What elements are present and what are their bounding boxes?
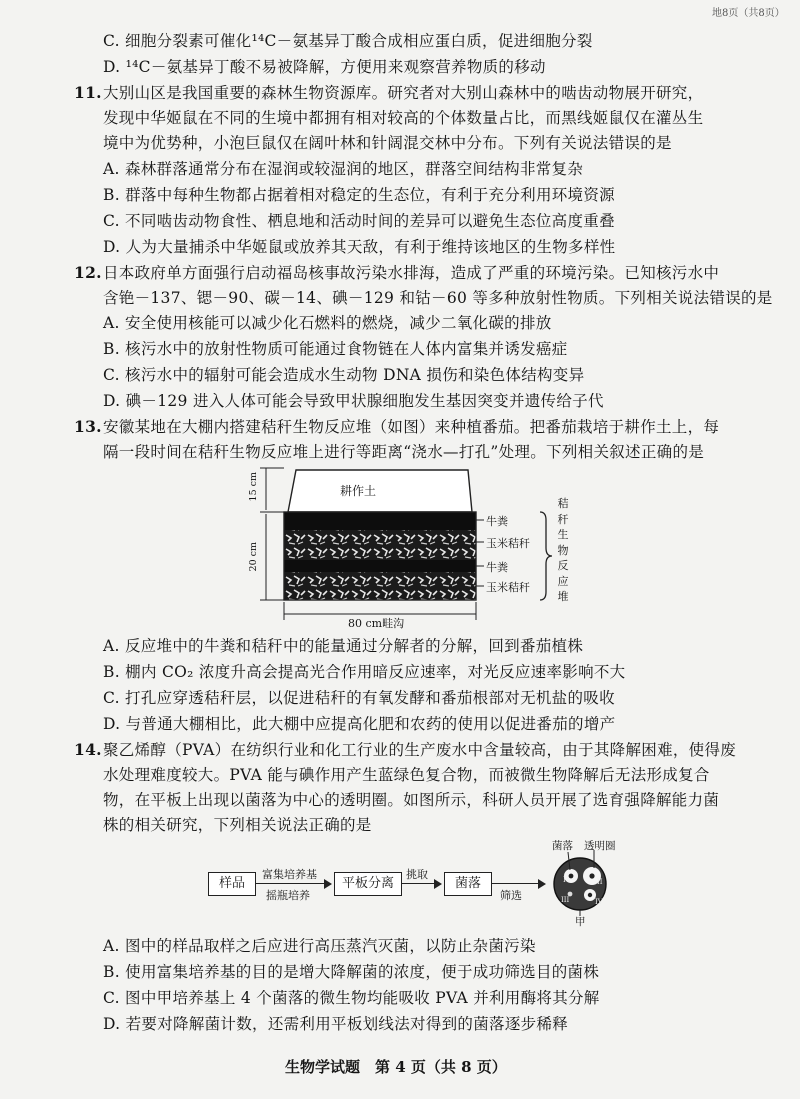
- q14-stem-line3: 物，在平板上出现以菌落为中心的透明圈。如图所示，科研人员开展了选育强降解能力菌: [103, 791, 720, 809]
- q14-stem-line4: 株的相关研究，下列相关说法正确的是: [103, 816, 372, 834]
- colony-callout-label: 菌落: [552, 840, 573, 852]
- layer-manure-2: 牛粪: [486, 561, 508, 574]
- q14-number: 14.: [74, 740, 102, 759]
- mark-3: III: [561, 896, 570, 904]
- arrowhead-enrich: [324, 879, 332, 889]
- q14-option-a: A. 图中的样品取样之后应进行高压蒸汽灭菌，以防止杂菌污染: [103, 937, 536, 955]
- mark-2: II: [597, 878, 603, 886]
- brace-char: 生: [557, 528, 569, 541]
- bioreactor-figure: [240, 462, 580, 632]
- q10-option-d: D. ¹⁴C－氨基异丁酸不易被降解，方便用来观察营养物质的移动: [103, 58, 546, 76]
- layer-straw-1: 玉米秸秆: [486, 537, 530, 550]
- q13-option-a: A. 反应堆中的牛粪和秸秆中的能量通过分解者的分解，回到番茄植株: [103, 637, 584, 655]
- halo-callout-label: 透明圈: [584, 840, 616, 852]
- q13-stem-line2: 隔一段时间在秸秆生物反应堆上进行等距离“浇水—打孔”处理。下列相关叙述正确的是: [103, 443, 705, 461]
- layer-straw-2: 玉米秸秆: [486, 581, 530, 594]
- enrich-medium-label: 富集培养基: [262, 868, 317, 881]
- q13-option-d: D. 与普通大棚相比，此大棚中应提高化肥和农药的使用以促进番茄的增产: [103, 715, 616, 733]
- shake-culture-label: 摇瓶培养: [266, 889, 310, 902]
- plate-isolation-box: 平板分离: [334, 872, 402, 896]
- brace-char: 秆: [557, 512, 569, 526]
- q12-stem-line2: 含铯－137、锶－90、碳－14、碘－129 和钴－60 等多种放射性物质。下列相关说法错误的是: [103, 289, 773, 307]
- q14-option-c: C. 图中甲培养基上 4 个菌落的微生物均能吸收 PVA 并利用酶将其分解: [103, 989, 600, 1007]
- q10-option-c: C. 细胞分裂素可催化¹⁴C－氨基异丁酸合成相应蛋白质，促进细胞分裂: [103, 32, 593, 50]
- dim-80cm-label: 80 cm畦沟: [348, 617, 405, 630]
- q11-option-b: B. 群落中每种生物都占据着相对稳定的生态位，有利于充分利用环境资源: [103, 186, 615, 204]
- soil-label: 耕作土: [340, 484, 377, 498]
- pick-label: 挑取: [406, 868, 428, 881]
- dim-20cm-label: 20 cm: [248, 542, 259, 572]
- q11-stem-line1: 大别山区是我国重要的森林生物资源库。研究者对大别山森林中的啮齿动物展开研究，: [103, 84, 704, 102]
- q12-stem-line1: 日本政府单方面强行启动福岛核事故污染水排海，造成了严重的环境污染。已知核污水中: [103, 264, 720, 282]
- brace-char: 应: [557, 574, 569, 588]
- q11-option-d: D. 人为大量捕杀中华姬鼠或放养其天敌，有利于维持该地区的生物多样性: [103, 238, 616, 256]
- brace-char: 堆: [557, 590, 569, 603]
- brace-char: 秸: [557, 497, 569, 510]
- sample-box: 样品: [208, 872, 256, 896]
- q14-stem-line1: 聚乙烯醇（PVA）在纺织行业和化工行业的生产废水中含量较高，由于其降解困难，使得废: [103, 741, 737, 759]
- q12-option-c: C. 核污水中的辐射可能会造成水生动物 DNA 损伤和染色体结构变异: [103, 366, 585, 384]
- q12-option-a: A. 安全使用核能可以减少化石燃料的燃烧，减少二氧化碳的排放: [103, 314, 552, 332]
- dim-15cm-label: 15 cm: [248, 472, 259, 502]
- mark-4: IV: [595, 898, 603, 906]
- q13-number: 13.: [74, 417, 102, 436]
- brace-char: 反: [557, 559, 569, 572]
- q11-option-a: A. 森林群落通常分布在湿润或较湿润的地区，群落空间结构非常复杂: [103, 160, 584, 178]
- colony-box: 菌落: [444, 872, 492, 896]
- page-footer: 生物学试题 第 4 页（共 8 页）: [285, 1058, 507, 1076]
- arrow-screen: [492, 883, 540, 884]
- q14-option-d: D. 若要对降解菌计数，还需利用平板划线法对得到的菌落逐步稀释: [103, 1015, 569, 1033]
- screen-label: 筛选: [500, 889, 522, 902]
- q11-number: 11.: [74, 83, 102, 102]
- q12-number: 12.: [74, 263, 102, 282]
- q11-stem-line2: 发现中华姬鼠在不同的生境中都拥有相对较高的个体数量占比，而黑线姬鼠仅在灌丛生: [103, 109, 704, 127]
- arrow-enrich: [256, 883, 326, 884]
- arrow-pick: [402, 883, 436, 884]
- q12-option-d: D. 碘－129 进入人体可能会导致甲状腺细胞发生基因突变并遗传给子代: [103, 392, 604, 410]
- q11-stem-line3: 境中为优势种，小泡巨鼠仅在阔叶林和针阔混交林中分布。下列有关说法错误的是: [103, 134, 672, 152]
- q12-option-b: B. 核污水中的放射性物质可能通过食物链在人体内富集并诱发癌症: [103, 340, 568, 358]
- q13-option-b: B. 棚内 CO₂ 浓度升高会提高光合作用暗反应速率，对光反应速率影响不大: [103, 663, 626, 681]
- arrowhead-pick: [434, 879, 442, 889]
- mark-1: I: [563, 876, 566, 884]
- q14-stem-line2: 水处理难度较大。PVA 能与碘作用产生蓝绿色复合物，而被微生物降解后无法形成复合: [103, 766, 710, 784]
- screening-flow-figure: [200, 832, 620, 928]
- bioreactor-brace-label: [556, 496, 570, 605]
- q13-option-c: C. 打孔应穿透秸秆层，以促进秸秆的有氧发酵和番茄根部对无机盐的吸收: [103, 689, 615, 707]
- q13-stem-line1: 安徽某地在大棚内搭建秸秆生物反应堆（如图）来种植番茄。把番茄栽培于耕作土上，每: [103, 418, 720, 436]
- q14-option-b: B. 使用富集培养基的目的是增大降解菌的浓度，便于成功筛选目的菌株: [103, 963, 600, 981]
- corner-stamp: 地8页（共8页）: [712, 8, 785, 19]
- layer-manure-1: 牛粪: [486, 515, 508, 528]
- dish-jia-label: 甲: [575, 916, 586, 928]
- brace-char: 物: [557, 543, 569, 557]
- q11-option-c: C. 不同啮齿动物食性、栖息地和活动时间的差异可以避免生态位高度重叠: [103, 212, 615, 230]
